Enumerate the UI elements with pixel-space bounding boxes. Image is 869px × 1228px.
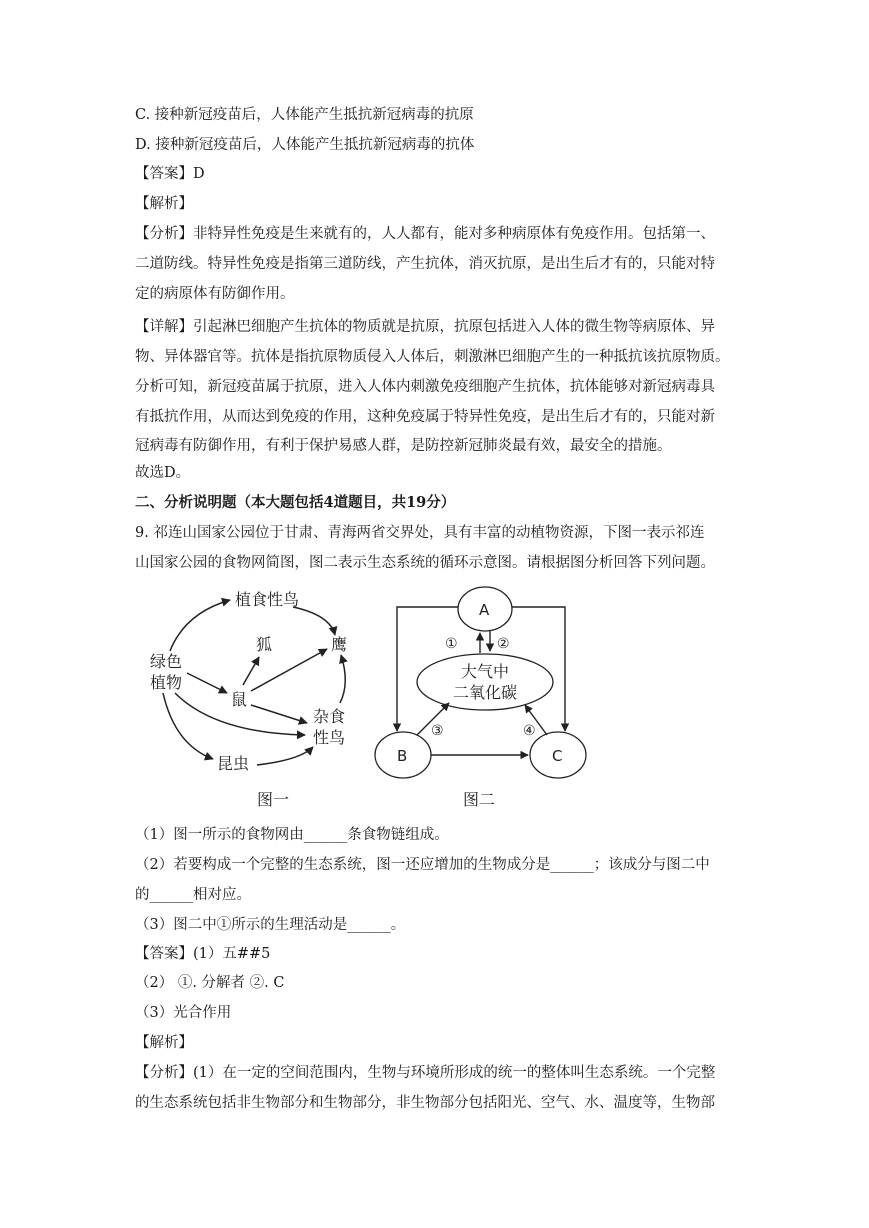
fenxi-1-line-0: 【分析】非特异性免疫是生来就有的，人人都有，能对多种病原体有免疫作用。包括第一、 xyxy=(135,226,715,242)
analysis-label-1: 【解析】 xyxy=(135,196,193,212)
choose-line: 故选D。 xyxy=(135,465,191,481)
co2-label-line2: 二氧化碳 xyxy=(453,683,518,702)
node-b-label: B xyxy=(397,747,408,765)
fenxi-2-line-1: 的生态系统包括非生物部分和生物部分，非生物部分包括阳光、空气、水、温度等，生物部 xyxy=(135,1095,715,1111)
q9-stem-line-1: 山国家公园的食物网简图，图二表示生态系统的循环示意图。请根据图分析回答下列问题。 xyxy=(135,555,715,571)
option-c: C. 接种新冠疫苗后，人体能产生抵抗新冠病毒的抗原 xyxy=(135,107,474,123)
fenxi-1-line-2: 定的病原体有防御作用。 xyxy=(135,286,295,302)
q9-sub-line-0: （1）图一所示的食物网由______条食物链组成。 xyxy=(135,827,449,843)
xiangjie-1-line-0: 【详解】引起淋巴细胞产生抗体的物质就是抗原，抗原包括进入人体的微生物等病原体、异 xyxy=(135,319,715,335)
marker-1: ① xyxy=(445,636,458,652)
arrow-omnibird-eagle xyxy=(340,655,345,703)
xiangjie-1-line-3: 有抵抗作用，从而达到免疫的作用，这种免疫属于特异性免疫，是出生后才有的，只能对新 xyxy=(135,409,715,425)
q9-sub-line-3: （3）图二中①所示的生理活动是______。 xyxy=(135,917,406,933)
node-herbivorous-bird: 植食性鸟 xyxy=(235,590,300,609)
answer-2-line-2: （3）光合作用 xyxy=(135,1005,232,1021)
carbon-cycle-figure xyxy=(375,587,586,809)
figure1-caption: 图一 xyxy=(257,790,290,809)
answer-2-line-1: （2） ①. 分解者 ②. C xyxy=(135,975,285,991)
option-d: D. 接种新冠疫苗后，人体能产生抵抗新冠病毒的抗体 xyxy=(135,137,475,153)
arrow-plant-mouse xyxy=(187,673,227,693)
q9-stem-line-0: 9. 祁连山国家公园位于甘肃、青海两省交界处，具有丰富的动植物资源，下图一表示祁连 xyxy=(135,525,705,541)
answer-1: 【答案】D xyxy=(135,166,205,182)
co2-label-line1: 大气中 xyxy=(461,662,510,681)
section-title: 二、分析说明题（本大题包括4道题目，共19分） xyxy=(135,494,456,511)
q9-sub-line-2: 的______相对应。 xyxy=(135,887,251,903)
food-web-figure xyxy=(150,590,347,809)
marker-3: ③ xyxy=(431,723,444,739)
marker-4: ④ xyxy=(523,723,536,739)
xiangjie-1-line-1: 物、异体器官等。抗体是指抗原物质侵入人体后，刺激淋巴细胞产生的一种抵抗该抗原物质。 xyxy=(135,349,730,365)
figure2-caption: 图二 xyxy=(463,790,496,809)
node-eagle: 鹰 xyxy=(331,635,348,654)
arrow-mouse-omnibird xyxy=(251,705,307,723)
figures-svg xyxy=(135,585,735,815)
arrow-plant-herbbird xyxy=(170,600,230,651)
node-insect: 昆虫 xyxy=(217,754,250,773)
node-mouse: 鼠 xyxy=(231,690,248,709)
node-omnivorous-bird-line1: 杂食 xyxy=(313,707,346,726)
node-a-label: A xyxy=(479,601,490,619)
node-plant-line2: 植物 xyxy=(150,673,183,692)
arrow-herbbird-eagle xyxy=(293,607,335,635)
fenxi-1-line-1: 二道防线。特异性免疫是指第三道防线，产生抗体，消灭抗原，是出生后才有的，只能对特 xyxy=(135,256,715,272)
analysis-label-2: 【解析】 xyxy=(135,1035,193,1051)
node-omnivorous-bird-line2: 性鸟 xyxy=(313,728,346,747)
fenxi-2-line-0: 【分析】(1）在一定的空间范围内，生物与环境所形成的统一的整体叫生态系统。一个完整 xyxy=(135,1065,716,1081)
node-plant-line1: 绿色 xyxy=(150,652,183,671)
answer-2-line-0: 【答案】(1）五##5 xyxy=(135,946,271,962)
arrow-plant-insect xyxy=(163,693,213,759)
arrow-mouse-fox xyxy=(243,657,259,685)
xiangjie-1-line-2: 分析可知，新冠疫苗属于抗原，进入人体内刺激免疫细胞产生抗体，抗体能够对新冠病毒具 xyxy=(135,379,715,395)
figure-area xyxy=(135,585,735,815)
marker-2: ② xyxy=(497,636,510,652)
q9-sub-line-1: （2）若要构成一个完整的生态系统，图一还应增加的生物成分是______；该成分与图二中 xyxy=(135,857,710,873)
node-fox: 狐 xyxy=(256,635,273,654)
arrow-a-b xyxy=(397,607,458,731)
arrow-mouse-eagle xyxy=(251,649,327,691)
arrow-a-c xyxy=(512,607,565,731)
node-c-label: C xyxy=(552,747,563,765)
xiangjie-1-line-4: 冠病毒有防御作用，有利于保护易感人群，是防控新冠肺炎最有效，最安全的措施。 xyxy=(135,438,672,454)
arrow-insect-omnibird xyxy=(257,747,313,765)
